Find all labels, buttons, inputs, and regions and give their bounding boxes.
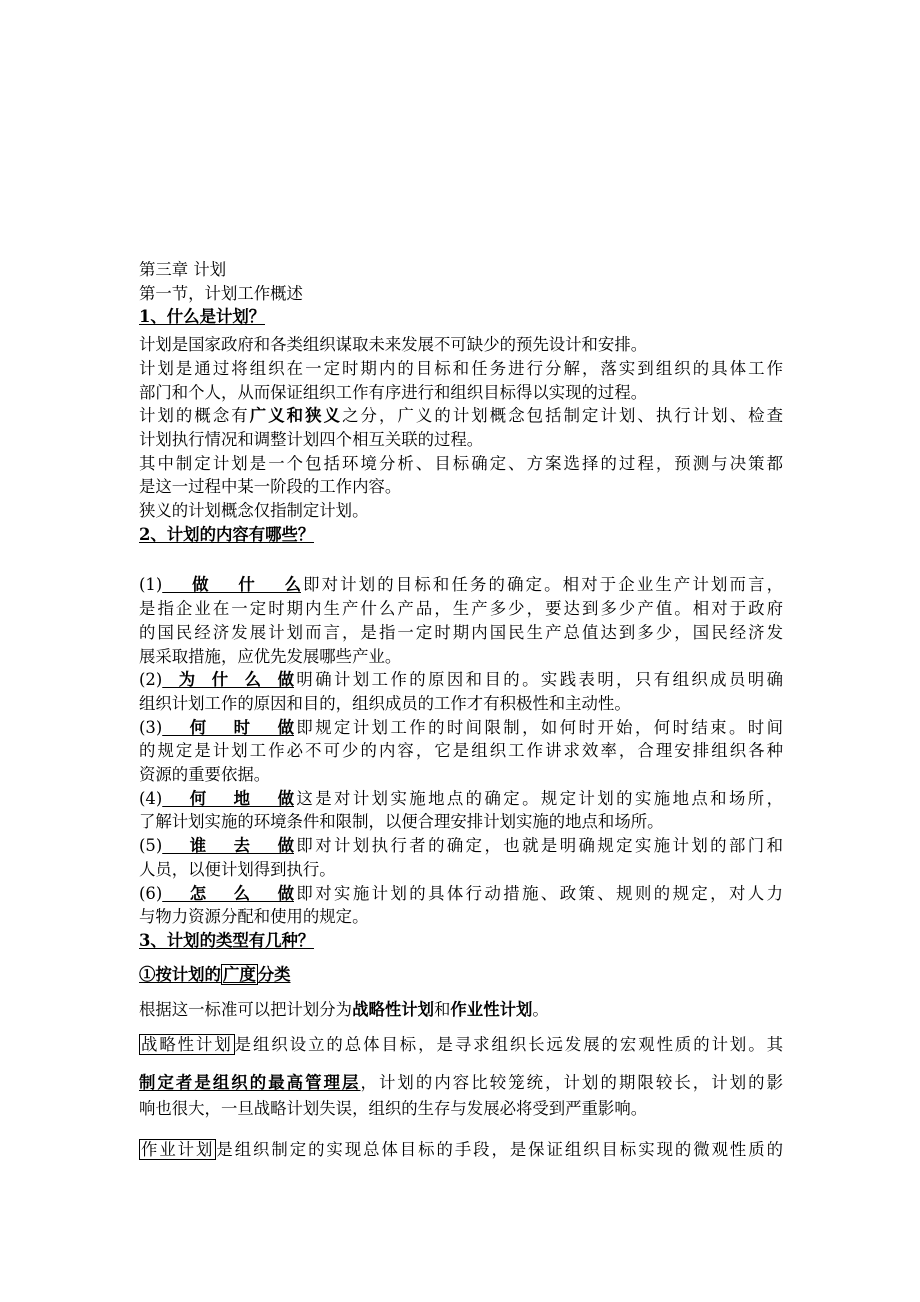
content-item-who: (5)谁去做即对计划执行者的确定，也就是明确规定实施计划的部门和 bbox=[139, 836, 783, 856]
q3-paragraph-3-line-2: 响也很大，一旦战略计划失误，组织的生存与发展必将受到严重影响。 bbox=[139, 1098, 648, 1118]
q1-paragraph-3-line-1: 计划的概念有广义和狭义之分，广义的计划概念包括制定计划、执行计划、检查 bbox=[139, 406, 783, 426]
broad-narrow-term: 广义和狭义 bbox=[249, 406, 343, 426]
q1-paragraph-1: 计划是国家政府和各类组织谋取未来发展不可缺少的预先设计和安排。 bbox=[139, 335, 648, 355]
content-item-text: 与物力资源分配和使用的规定。 bbox=[139, 907, 369, 927]
content-item-text: 组织计划工作的原因和目的，组织成员的工作才有积极性和主动性。 bbox=[139, 693, 631, 713]
top-management-term: 制定者是组织的最高管理层 bbox=[139, 1072, 361, 1092]
strategic-plan-boxed-term: 战略性计划 bbox=[141, 1034, 233, 1054]
content-item-text: 人员，以便计划得到执行。 bbox=[139, 859, 336, 879]
content-item-text: 展采取措施，应优先发展哪些产业。 bbox=[139, 646, 402, 666]
content-item-when: (3)何时做即规定计划工作的时间限制，如何时开始，何时结束。时间 bbox=[139, 717, 783, 737]
q3-paragraph-2: 战略性计划 是组织设立的总体目标，是寻求组织长远发展的宏观性质的计划。其 bbox=[141, 1034, 783, 1054]
document-body bbox=[139, 258, 783, 1162]
q1-paragraph-2-line-1: 计划是通过将组织在一定时期内的目标和任务进行分解，落实到组织的具体工作 bbox=[139, 358, 783, 378]
q3-heading: 3、计划的类型有几种？ bbox=[139, 930, 315, 950]
item-label: 怎么做 bbox=[162, 883, 294, 903]
q3-paragraph-3-line-1: 制定者是组织的最高管理层，计划的内容比较笼统，计划的期限较长，计划的影 bbox=[139, 1072, 783, 1092]
content-item-text: 资源的重要依据。 bbox=[139, 765, 271, 785]
q2-heading: 2、计划的内容有哪些？ bbox=[139, 524, 315, 544]
content-item-text: 了解计划实施的环境条件和限制，以便合理安排计划实施的地点和场所。 bbox=[139, 812, 664, 832]
content-item-text: 是指企业在一定时期内生产什么产品，生产多少，要达到多少产值。相对于政府 bbox=[139, 599, 783, 619]
chapter-title: 第三章 计划 bbox=[139, 260, 227, 279]
strategic-plan-term: 战略性计划 bbox=[352, 999, 435, 1019]
item-label: 何地做 bbox=[162, 788, 294, 808]
q3-subheading: ①按计划的 广度 分类 bbox=[139, 964, 291, 984]
q1-paragraph-4-line-1: 其中制定计划是一个包括环境分析、目标确定、方案选择的过程，预测与决策都 bbox=[139, 453, 783, 473]
q1-heading: 1、什么是计划？ bbox=[139, 307, 266, 327]
operational-plan-boxed-term: 作业计划 bbox=[141, 1139, 215, 1159]
item-label: 何时做 bbox=[162, 717, 294, 737]
content-item-text: 的国民经济发展计划而言，是指一定时期内国民生产总值达到多少，国民经济发 bbox=[139, 622, 783, 642]
content-item-where: (4)何地做这是对计划实施地点的确定。规定计划的实施地点和场所， bbox=[139, 788, 783, 808]
q3-paragraph-1: 根据这一标准可以把计划分为战略性计划和作业性计划。 bbox=[139, 999, 549, 1019]
content-item-how: (6)怎么做即对实施计划的具体行动措施、政策、规则的规定，对人力 bbox=[139, 883, 783, 903]
item-label: 为什么做 bbox=[162, 670, 294, 690]
content-item-why: (2)为什么做明确计划工作的原因和目的。实践表明，只有组织成员明确 bbox=[139, 670, 783, 690]
breadth-boxed-term: 广度 bbox=[222, 964, 256, 984]
content-item-what: (1)做什么即对计划的目标和任务的确定。相对于企业生产计划而言， bbox=[139, 575, 783, 595]
item-label: 谁去做 bbox=[162, 836, 294, 856]
item-label: 做什么 bbox=[162, 575, 301, 595]
q3-paragraph-4: 作业计划 是组织制定的实现总体目标的手段，是保证组织目标实现的微观性质的 bbox=[141, 1139, 783, 1159]
q1-paragraph-5: 狭义的计划概念仅指制定计划。 bbox=[139, 501, 369, 521]
operational-plan-term: 作业性计划 bbox=[450, 999, 533, 1019]
blank-line bbox=[139, 550, 783, 573]
section-title: 第一节，计划工作概述 bbox=[139, 283, 303, 303]
q1-paragraph-3-line-2: 计划执行情况和调整计划四个相互关联的过程。 bbox=[139, 429, 484, 449]
q1-paragraph-2-line-2: 部门和个人，从而保证组织工作有序进行和组织目标得以实现的过程。 bbox=[139, 382, 648, 402]
content-item-text: 的规定是计划工作必不可少的内容，它是组织工作讲求效率，合理安排组织各种 bbox=[139, 741, 783, 761]
q1-paragraph-4-line-2: 是这一过程中某一阶段的工作内容。 bbox=[139, 477, 402, 497]
